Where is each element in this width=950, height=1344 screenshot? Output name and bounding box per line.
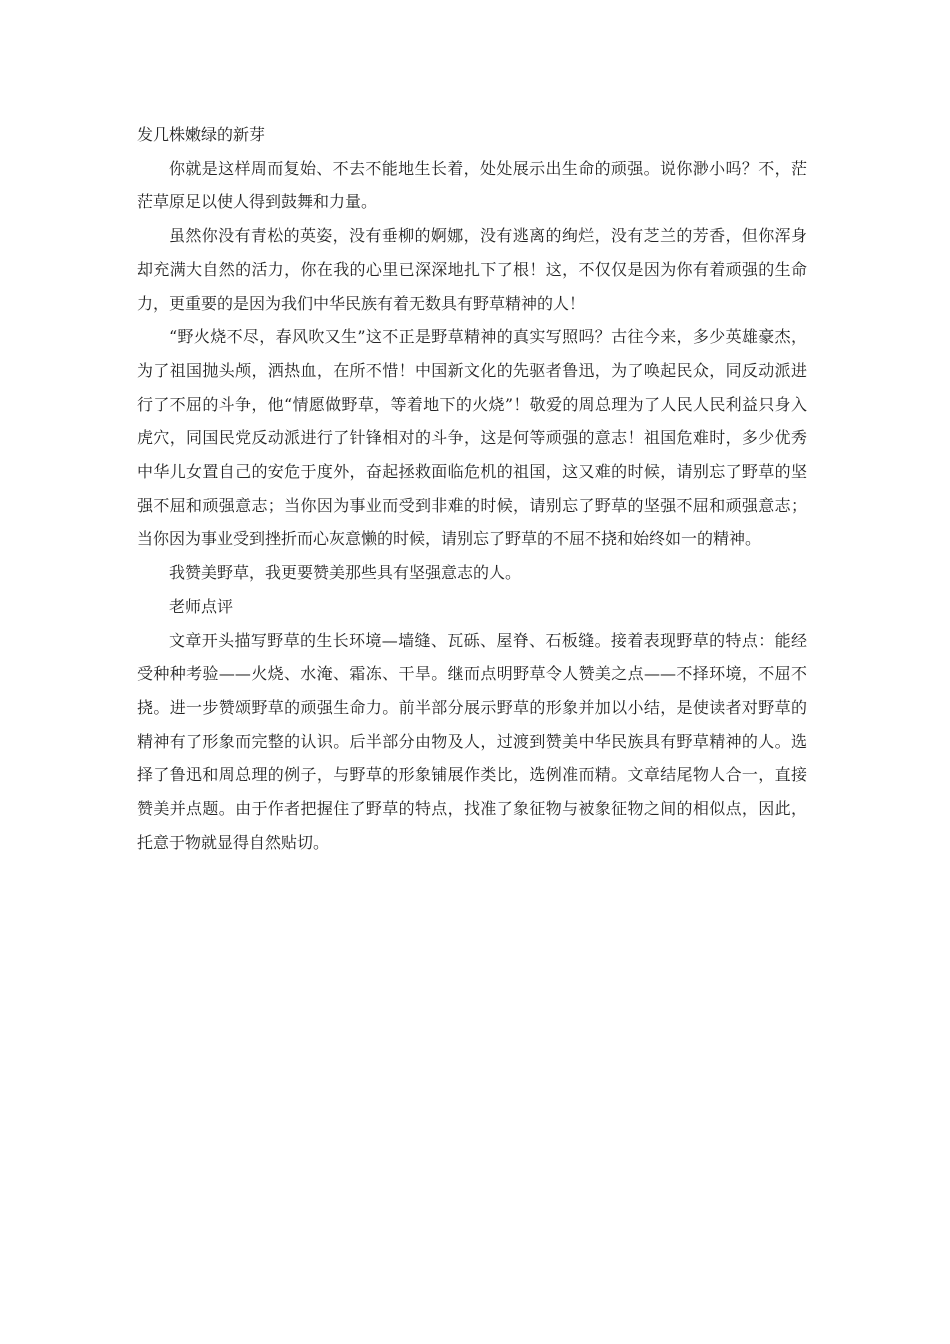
- paragraph-heroes: “野火烧不尽，春风吹又生”这不正是野草精神的真实写照吗？古往今来，多少英雄豪杰，为了祖国抛头颅，洒热血，在所不惜！中国新文化的先驱者鲁迅，为了唤起民众，同反动派进行了不屈的斗争，他“情愿做野草，等着地下的火烧”！敬爱的周总理为了人民人民利益只身入虎穴，同国民党反动派进行了针锋相对的斗争，这是何等顽强的意志！祖国危难时，多少优秀中华儿女置自己的安危于度外，奋起拯救面临危机的祖国，这又难的时候，请别忘了野草的坚强不屈和顽强意志；当你因为事业而受到非难的时候，请别忘了野草的坚强不屈和顽强意志；当你因为事业受到挫折而心灰意懒的时候，请别忘了野草的不屈不挠和始终如一的精神。: [137, 327, 807, 549]
- document-body: [137, 118, 807, 859]
- paragraph-continuation: 发几株嫩绿的新芽: [137, 125, 266, 144]
- paragraph-comparison: 虽然你没有青松的英姿，没有垂柳的婀娜，没有逃离的绚烂，没有芝兰的芳香，但你浑身却充满大自然的活力，你在我的心里已深深地扎下了根！这，不仅仅是因为你有着顽强的生命力，更重要的是因为我们中华民族有着无数具有野草精神的人！: [137, 226, 807, 313]
- paragraph-vitality: 你就是这样周而复始、不去不能地生长着，处处展示出生命的顽强。说你渺小吗？不，茫茫草原足以使人得到鼓舞和力量。: [137, 158, 807, 212]
- paragraph-conclusion: 我赞美野草，我更要赞美那些具有坚强意志的人。: [169, 563, 522, 583]
- teacher-comment-body: 文章开头描写野草的生长环境—墙缝、瓦砾、屋脊、石板缝。接着表现野草的特点：能经受种种考验——火烧、水淹、霜冻、干旱。继而点明野草令人赞美之点——不择环境，不屈不挠。进一步赞颂野草的顽强生命力。前半部分展示野草的形象并加以小结，是使读者对野草的精神有了形象而完整的认识。后半部分由物及人，过渡到赞美中华民族具有野草精神的人。选择了鲁迅和周总理的例子，与野草的形象铺展作类比，选例准而精。文章结尾物人合一，直接赞美并点题。由于作者把握住了野草的特点，找准了象征物与被象征物之间的相似点，因此，托意于物就显得自然贴切。: [137, 630, 807, 852]
- teacher-comment-heading: 老师点评: [169, 596, 234, 616]
